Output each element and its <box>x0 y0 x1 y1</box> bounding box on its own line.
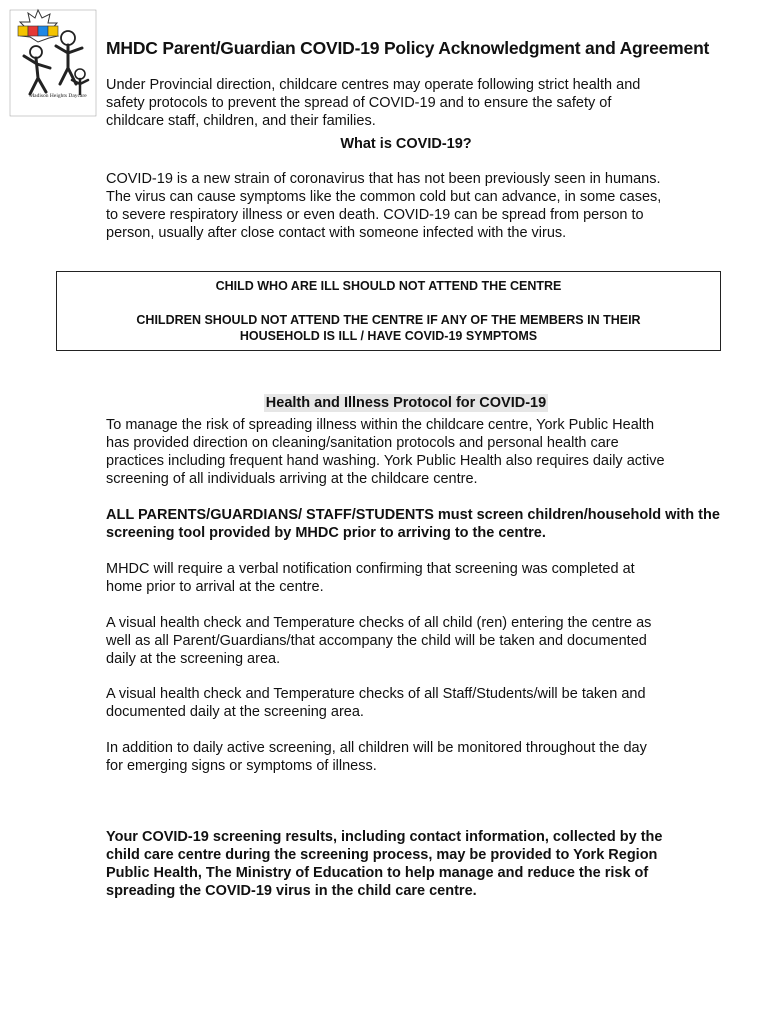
monitoring-paragraph: In addition to daily active screening, all children will be monitored throughout the day for emerging signs or symptoms of illness. <box>106 740 647 774</box>
visual-check-staff-paragraph: A visual health check and Temperature checks of all Staff/Students/will be taken and documented daily at the screening area. <box>106 686 646 720</box>
what-is-paragraph: COVID-19 is a new strain of coronavirus that has not been previously seen in humans. The virus can cause symptoms like the common cold but can advance, in some cases, to severe respiratory illness or even death. COVID-19 can be spread from person to person, usually after close contact with someone infected with the virus. <box>106 171 662 241</box>
ill-children-notice-box <box>56 271 721 351</box>
protocol-paragraph: To manage the risk of spreading illness within the childcare centre, York Public Health has provided direction on cleaning/sanitation protocols and personal health care practices including frequent hand washing. York Public Health also requires daily active screening of all individuals arriving at the childcare centre. <box>106 417 665 487</box>
what-is-heading: What is COVID-19? <box>340 136 472 152</box>
document-title: MHDC Parent/Guardian COVID-19 Policy Acknowledgment and Agreement <box>106 38 710 58</box>
screening-requirement: ALL PARENTS/GUARDIANS/ STAFF/STUDENTS must screen children/household with the screening tool provided by MHDC prior to arriving to the centre. <box>106 507 720 541</box>
logo-caption: Madison Heights Daycare <box>29 93 87 99</box>
intro-paragraph: Under Provincial direction, childcare centres may operate following strict health and safety protocols to prevent the spread of COVID-19 and to ensure the safety of childcare staff, children, and their families. <box>106 77 641 129</box>
protocol-heading-text: Health and Illness Protocol for COVID-19 <box>265 395 547 411</box>
privacy-notice: Your COVID-19 screening results, including contact information, collected by the child care centre during the screening process, may be provided to York Region Public Health, The Ministry of Education to help manage and reduce the risk of spreading the COVID-19 virus in the child care centre. <box>106 829 663 899</box>
notice-line-1: CHILD WHO ARE ILL SHOULD NOT ATTEND THE CENTRE <box>215 279 562 293</box>
visual-check-children-paragraph: A visual health check and Temperature checks of all child (ren) entering the centre as well as all Parent/Guardians/that accompany the child will be taken and documented daily at the screening area. <box>106 615 652 667</box>
children-playing-logo-icon <box>8 8 98 118</box>
notice-line-2: CHILDREN SHOULD NOT ATTEND THE CENTRE IF ANY OF THE MEMBERS IN THEIR HOUSEHOLD IS ILL / HAVE COVID-19 SYMPTOMS <box>136 313 641 343</box>
protocol-heading <box>106 395 706 411</box>
verbal-notification-paragraph: MHDC will require a verbal notification confirming that screening was completed at home prior to arrival at the centre. <box>106 561 635 595</box>
